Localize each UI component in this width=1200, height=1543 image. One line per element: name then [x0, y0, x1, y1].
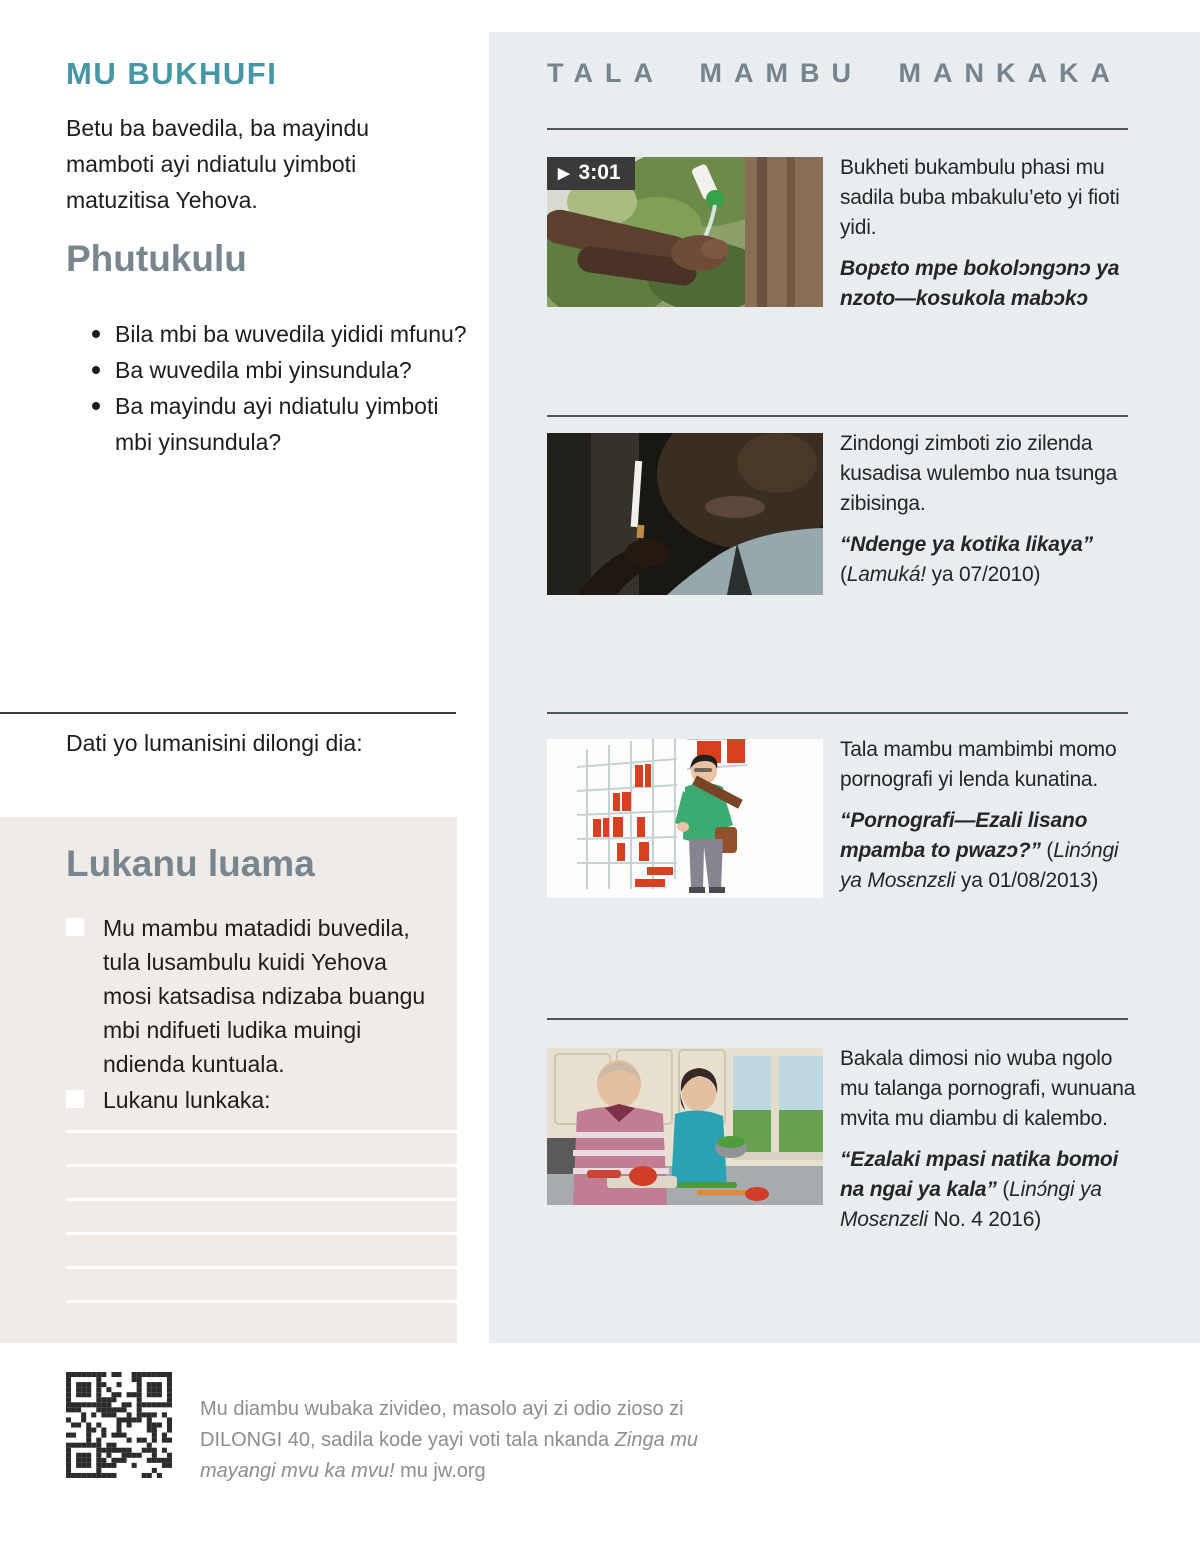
write-line[interactable]: [66, 1300, 457, 1303]
goal-box: [0, 817, 457, 1343]
question-text: Ba wuvedila mbi yinsundula?: [115, 357, 412, 383]
divider: [547, 1018, 1128, 1020]
write-line[interactable]: [66, 1198, 457, 1201]
question-text: Ba mayindu ayi ndiatulu yimboti mbi yinsundula?: [115, 393, 439, 455]
goal-box-title: Lukanu luama: [66, 843, 315, 884]
divider: [0, 712, 456, 714]
goal-item: [66, 911, 433, 1081]
goal-text: Lukanu lunkaka:: [103, 1087, 271, 1113]
review-questions: [92, 316, 472, 460]
item-text: Bukheti bukambulu phasi mu sadila buba mbakulu’eto yi fioti yidi.: [840, 156, 1120, 239]
see-also-item: [840, 429, 1142, 590]
video-duration: 3:01: [578, 161, 621, 184]
intro-text: Betu ba bavedila, ba mayindu mamboti ayi ndiatulu yimboti matuzitisa Yehova.: [66, 115, 370, 213]
divider: [547, 128, 1128, 130]
date-prompt: Dati yo lumanisini dilongi dia:: [66, 730, 363, 756]
list-item: [92, 388, 472, 460]
checkbox[interactable]: [66, 1090, 84, 1108]
hand-washing-video-thumbnail[interactable]: [547, 157, 823, 307]
couple-cooking-photo: [547, 1048, 823, 1205]
item-reference: “Ndenge ya kotika likaya” (Lamuká! ya 07/2010): [840, 533, 1093, 586]
play-icon: ▶: [558, 164, 570, 182]
page-title: MU BUKHUFI: [66, 56, 278, 91]
bullet-icon: [92, 402, 100, 410]
item-text: Tala mambu mambimbi momo pornografi yi lenda kunatina.: [840, 738, 1117, 791]
checkbox[interactable]: [66, 918, 84, 936]
man-browsing-shelves-illustration: [547, 739, 823, 898]
footer-note: Mu diambu wubaka zivideo, masolo ayi zi odio zioso zi DILONGI 40, sadila kode yayi voti tala nkanda Zinga mu mayangi mvu ka mvu! mu jw.org: [200, 1398, 699, 1482]
bullet-icon: [92, 330, 100, 338]
video-duration-badge: [547, 157, 635, 190]
man-holding-cigarette-photo: [547, 433, 823, 595]
list-item: [92, 316, 472, 352]
question-text: Bila mbi ba wuvedila yididi mfunu?: [115, 321, 467, 347]
qr-code: [66, 1372, 172, 1478]
write-line[interactable]: [66, 1164, 457, 1167]
item-text: Bakala dimosi nio wuba ngolo mu talanga pornografi, wunuana mvita mu diambu di kalembo.: [840, 1047, 1136, 1130]
see-also-panel: [489, 32, 1200, 1343]
item-reference: “Ezalaki mpasi natika bomoi na ngai ya kala” (Linɔ́ngi ya Mosɛnzɛli No. 4 2016): [840, 1148, 1119, 1231]
write-lines: [0, 1130, 457, 1330]
divider: [547, 415, 1128, 417]
see-also-item: [840, 1044, 1142, 1235]
item-text: Zindongi zimboti zio zilenda kusadisa wulembo nua tsunga zibisinga.: [840, 432, 1118, 515]
see-also-title: TALA MAMBU MANKAKA: [547, 58, 1122, 88]
list-item: [92, 352, 472, 388]
write-line[interactable]: [66, 1130, 457, 1133]
goal-item: [66, 1083, 433, 1117]
review-section-title: Phutukulu: [66, 238, 247, 279]
write-line[interactable]: [66, 1266, 457, 1269]
goal-text: Mu mambu matadidi buvedila, tula lusambulu kuidi Yehova mosi katsadisa ndizaba buangu mbi ndifueti ludika muingi ndienda kuntuala.: [103, 915, 426, 1077]
item-reference: “Pornografi—Ezali lisano mpamba to pwazɔ?” (Linɔ́ngi ya Mosɛnzɛli ya 01/08/2013): [840, 809, 1119, 892]
item-reference: Bopɛto mpe bokolɔngɔnɔ ya nzoto—kosukola mabɔkɔ: [840, 257, 1120, 310]
bullet-icon: [92, 366, 100, 374]
divider: [547, 712, 1128, 714]
see-also-item: [840, 735, 1142, 896]
write-line[interactable]: [66, 1232, 457, 1235]
see-also-item: [840, 153, 1142, 314]
